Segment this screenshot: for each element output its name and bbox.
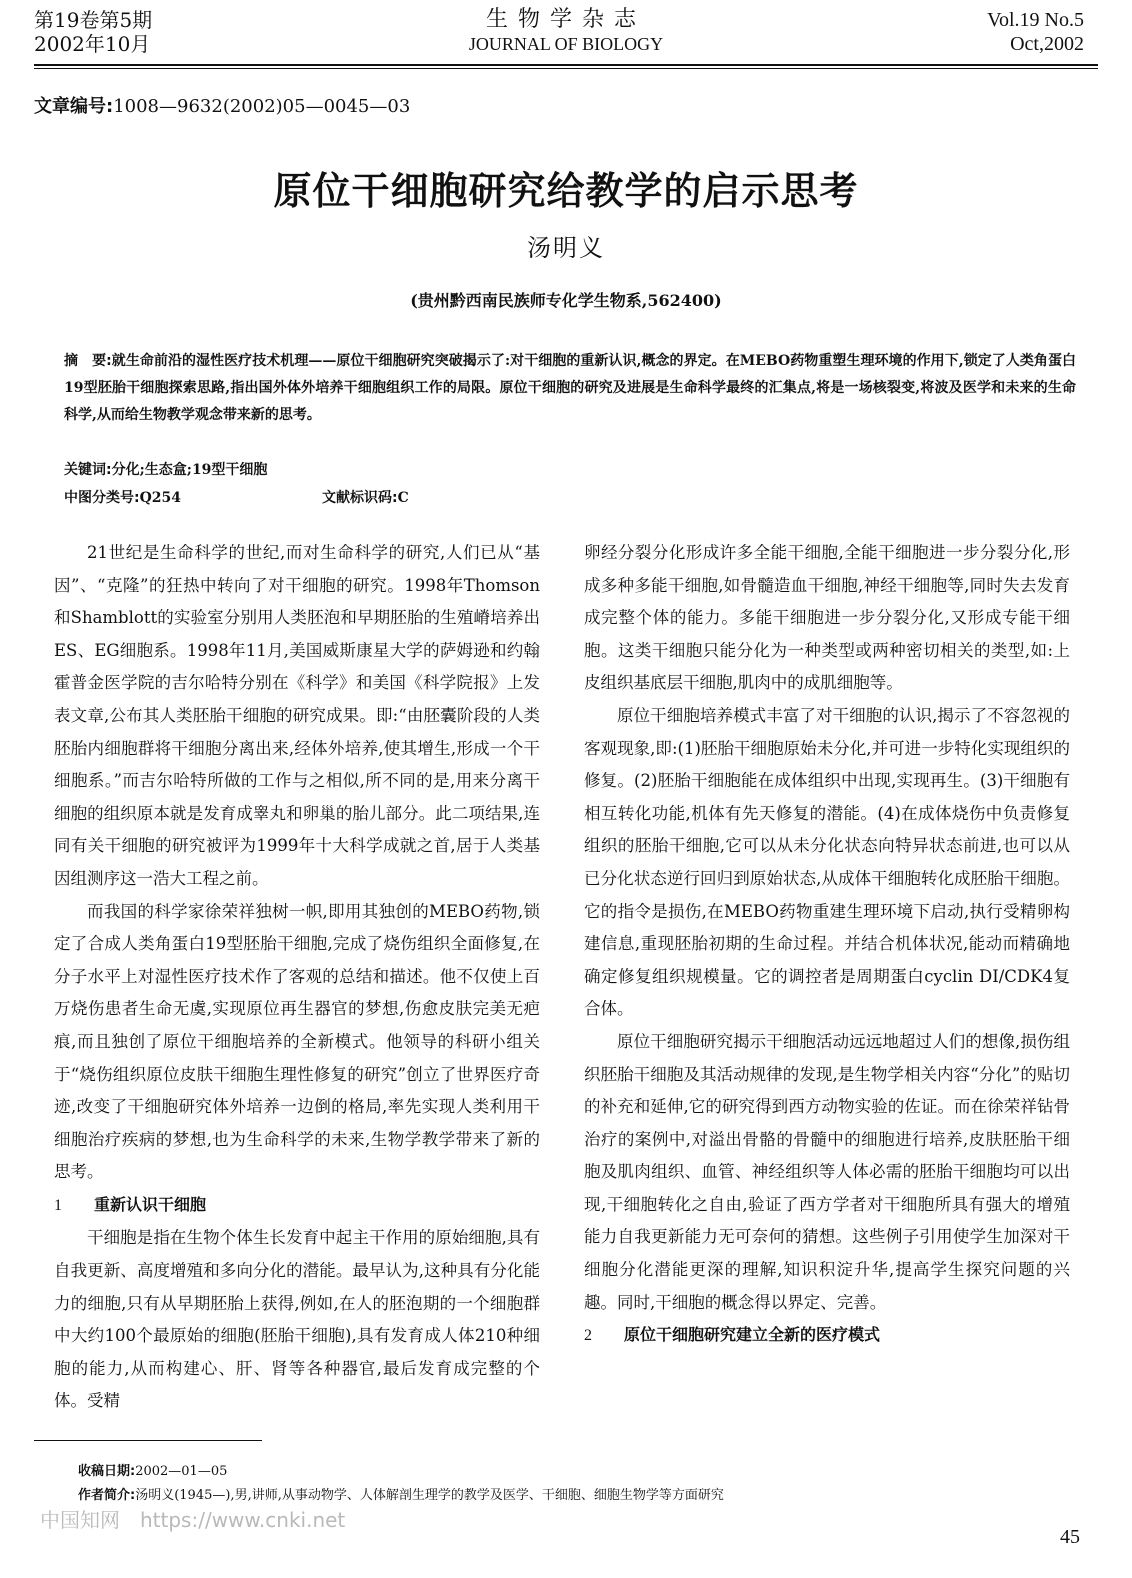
paragraph: 原位干细胞研究揭示干细胞活动远远地超过人们的想像,损伤组织胚胎干细胞及其活动规律的发现,是生物学相关内容“分化”的贴切的补充和延伸,它的研究得到西方动物实验的佐证。而在徐荣祥钻骨治疗的案例中,对溢出骨骼的骨髓中的细胞进行培养,皮肤胚胎干细胞及肌肉组织、血管、神经组织等人体必需的胚胎干细胞均可以出现,干细胞转化之自由,验证了西方学者对干细胞所具有强大的增殖能力自我更新能力无可奈何的猜想。这些例子引用使学生加深对干细胞分化潜能更深的理解,知识积淀升华,提高学生探究问题的兴趣。同时,干细胞的概念得以界定、完善。: [584, 1031, 1070, 1312]
body-right-column: [584, 537, 1070, 1353]
page-number: 45: [1060, 1526, 1080, 1548]
keywords-label: 关键词:: [64, 462, 112, 478]
date-en: Oct,2002: [1010, 33, 1084, 55]
author-name: 汤明义: [527, 234, 605, 262]
section-heading-1: [54, 1189, 540, 1223]
article-number: [34, 92, 410, 118]
paragraph-continued: 卵经分裂分化形成许多全能干细胞,全能干细胞进一步分裂分化,形成多种多能干细胞,如骨髓造血干细胞,神经干细胞等,同时失去发育成完整个体的能力。多能干细胞进一步分裂分化,又形成专能干细胞。这类干细胞只能分化为一种类型或两种密切相关的类型,如:上皮组织基底层干细胞,肌肉中的成肌细胞等。: [584, 543, 1070, 693]
abstract: [64, 348, 1076, 429]
section-title: 原位干细胞研究建立全新的医疗模式: [624, 1325, 881, 1345]
journal-issue-en: [987, 8, 1084, 56]
paragraph: 原位干细胞培养模式丰富了对干细胞的认识,揭示了不容忽视的客观现象,即:(1)胚胎干细胞原始未分化,并可进一步特化实现组织的修复。(2)胚胎干细胞能在成体组织中出现,实现再生。(3)干细胞有相互转化功能,机体有先天修复的潜能。(4)在成体烧伤中负责修复组织的胚胎干细胞,它可以从未分化状态向特异状态前进,也可以从已分化状态逆行回归到原始状态,从成体干细胞转化成胚胎干细胞。它的指令是损伤,在MEBO药物重建生理环境下启动,执行受精卵构建信息,重现胚胎初期的生命过程。并结合机体状况,能动而精确地确定修复组织规模量。它的调控者是周期蛋白cyclin DI/CDK4复合体。: [584, 705, 1070, 1019]
clc-value: Q254: [139, 490, 182, 506]
section-number: 1: [54, 1196, 62, 1214]
author-bio-label: 作者简介:: [78, 1488, 136, 1503]
classification-code: [64, 488, 181, 508]
footnote-rule: [34, 1440, 262, 1441]
author-affiliation: (贵州黔西南民族师专化学生物系,562400): [410, 291, 722, 310]
author-bio-value: 汤明义(1945—),男,讲师,从事动物学、人体解剖生理学的教学及医学、干细胞、细胞生物学等方面研究: [135, 1488, 724, 1503]
date-cn: 2002年10月: [34, 32, 151, 56]
section-heading-2: [584, 1319, 1070, 1353]
abstract-label: 摘 要:: [64, 353, 112, 369]
section-title: 重新认识干细胞: [94, 1194, 207, 1214]
clc-label: 中图分类号:: [64, 490, 140, 506]
journal-name-cn: 生物学杂志: [485, 7, 646, 32]
keywords: [64, 460, 267, 480]
paragraph: 21世纪是生命科学的世纪,而对生命科学的研究,人们已从“基因”、“克隆”的狂热中转向了对干细胞的研究。1998年Thomson和Shamblott的实验室分别用人类胚泡和早期胚胎的生殖嵴培养出ES、EG细胞系。1998年11月,美国威斯康星大学的萨姆逊和约翰霍普金医学院的吉尔哈特分别在《科学》和美国《科学院报》上发表文章,公布其人类胚胎干细胞的研究成果。即:“由胚囊阶段的人类胚胎内细胞群将干细胞分离出来,经体外培养,使其增生,形成一个干细胞系。”而吉尔哈特所做的工作与之相似,所不同的是,用来分离干细胞的组织原本就是发育成睾丸和卵巢的胎儿部分。此二项结果,连同有关干细胞的研究被评为1999年十大科学成就之首,居于人类基因组测序这一浩大工程之前。: [54, 543, 540, 888]
doc-label: 文献标识码:: [322, 490, 398, 506]
article-number-label: 文章编号:: [34, 96, 114, 117]
volume-cn: 第19卷第5期: [34, 8, 153, 32]
received-label: 收稿日期:: [78, 1464, 136, 1479]
paragraph: 而我国的科学家徐荣祥独树一帜,即用其独创的MEBO药物,锁定了合成人类角蛋白19型胚胎干细胞,完成了烧伤组织全面修复,在分子水平上对湿性医疗技术作了客观的总结和描述。他不仅使上百万烧伤患者生命无虞,实现原位再生器官的梦想,伤愈皮肤完美无疤痕,而且独创了原位干细胞培养的全新模式。他领导的科研小组关于“烧伤组织原位皮肤干细胞生理性修复的研究”创立了世界医疗奇迹,改变了干细胞研究体外培养一边倒的格局,率先实现人类利用干细胞治疗疾病的梦想,也为生命科学的未来,生物学教学带来了新的思考。: [54, 901, 540, 1182]
article-title: 原位干细胞研究给教学的启示思考: [273, 169, 859, 213]
article-number-value: 1008—9632(2002)05—0045—03: [113, 96, 411, 117]
journal-name: [0, 8, 1132, 56]
footnote-received: [78, 1462, 227, 1482]
received-value: 2002—01—05: [135, 1464, 228, 1479]
paragraph: 干细胞是指在生物个体生长发育中起主干作用的原始细胞,具有自我更新、高度增殖和多向分化的潜能。最早认为,这种具有分化能力的细胞,只有从早期胚胎上获得,例如,在人的胚泡期的一个细胞群中大约100个最原始的细胞(胚胎干细胞),具有发育成人体210种细胞的能力,从而构建心、肝、肾等各种器官,最后发育成完整的个体。受精: [54, 1228, 540, 1411]
abstract-text: 就生命前沿的湿性医疗技术机理——原位干细胞研究突破揭示了:对干细胞的重新认识,概念的界定。在MEBO药物重塑生理环境的作用下,锁定了人类角蛋白19型胚胎干细胞探索思路,指出国外体外培养干细胞组织工作的局限。原位干细胞的研究及进展是生命科学最终的汇集点,将是一场核裂变,将波及医学和未来的生命科学,从而给生物教学观念带来新的思考。: [64, 353, 1076, 423]
doc-value: C: [397, 490, 409, 506]
keywords-text: 分化;生态盒;19型干细胞: [111, 462, 268, 478]
volume-en: Vol.19 No.5: [987, 9, 1084, 31]
header-rule-thin: [34, 68, 1098, 69]
cnki-watermark: 中国知网 https://www.cnki.net: [40, 1508, 346, 1532]
footnote-author: [78, 1486, 724, 1506]
journal-name-en: JOURNAL OF BIOLOGY: [468, 34, 664, 54]
body-left-column: [54, 537, 540, 1418]
header-rule-thick: [34, 64, 1098, 66]
section-number: 2: [584, 1327, 592, 1345]
document-code: [322, 488, 409, 508]
